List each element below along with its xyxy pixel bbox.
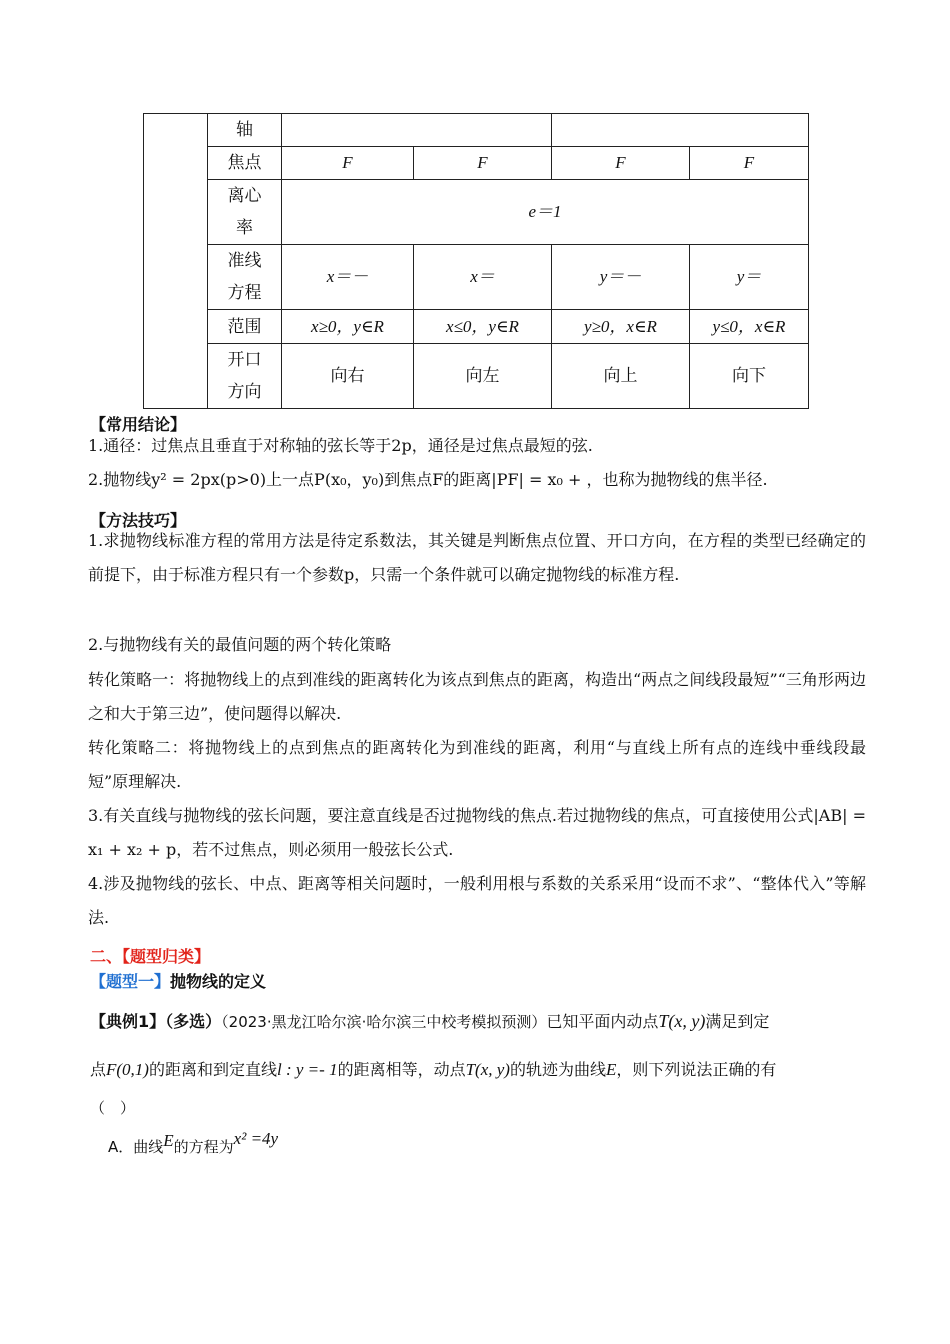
row-label-directrix (208, 245, 282, 310)
curve-e-symbol: E (605, 1060, 617, 1079)
range-cell-4: y≤0，x∈R (690, 310, 809, 344)
answer-paren: （ ） (90, 1099, 136, 1117)
row-label-line: 准线 (227, 251, 262, 271)
eccentricity-cell: e＝1 (282, 180, 809, 245)
method-item: 2.与抛物线有关的最值问题的两个转化策略 (88, 635, 392, 654)
opening-cell-2: 向左 (414, 344, 552, 409)
example-text: ，则下列说法正确的有 (616, 1060, 777, 1079)
example-source: （2023·黑龙江哈尔滨·哈尔滨三中校考模拟预测） (221, 1013, 547, 1031)
example-text: 的距离和到定直线 (148, 1060, 277, 1079)
row-label-opening (208, 344, 282, 409)
axis-cell-2 (552, 114, 809, 147)
row-label-line: 离心 (227, 186, 262, 206)
example-label: 【典例1】 (90, 1012, 166, 1031)
example-line-1 (90, 1009, 769, 1032)
row-label-line: 方向 (227, 382, 262, 402)
directrix-cell-3: y＝－ (552, 245, 690, 310)
row-label-line: 率 (236, 218, 253, 238)
focus-cell-3: F (552, 147, 690, 180)
directrix-cell-2: x＝ (414, 245, 552, 310)
example-text: 的距离相等，动点 (337, 1060, 466, 1079)
focus-cell-1: F (282, 147, 414, 180)
methods-heading: 【方法技巧】 (90, 511, 187, 530)
directrix-cell-4: y＝ (690, 245, 809, 310)
row-label-eccentricity (208, 180, 282, 245)
row-label-line: 开口 (227, 350, 262, 370)
option-a-equation: x² =4y (233, 1129, 279, 1148)
option-a-text: 的方程为 (173, 1138, 234, 1156)
conclusion-item: 1.通径：过焦点且垂直于对称轴的弦长等于2p，通径是过焦点最短的弦. (88, 436, 593, 455)
parabola-properties-table (143, 113, 809, 409)
example-text: 已知平面内动点 (546, 1012, 659, 1031)
method-item: 转化策略一：将抛物线上的点到准线的距离转化为该点到焦点的距离，构造出“两点之间线段最短”“三角形两边之和大于第三边”，使问题得以解决. (88, 670, 866, 723)
section-heading: 二、【题型归类】 (90, 947, 211, 966)
method-item: 4.涉及抛物线的弦长、中点、距离等相关问题时，一般利用根与系数的关系采用“设而不求”、“整体代入”等解法. (88, 874, 866, 927)
example-tag: （多选） (165, 1012, 222, 1031)
opening-cell-3: 向上 (552, 344, 690, 409)
range-cell-2: x≤0，y∈R (414, 310, 552, 344)
option-a (108, 1129, 279, 1157)
point-f-formula: F(0,1) (106, 1060, 149, 1079)
method-item: 转化策略二：将抛物线上的点到焦点的距离转化为到准线的距离，利用“与直线上所有点的连线中垂线段最短”原理解决. (88, 738, 866, 791)
opening-cell-4: 向下 (690, 344, 809, 409)
point-t-formula: T(x, y) (465, 1060, 510, 1079)
example-line-2 (90, 1057, 776, 1080)
question-type-heading (90, 969, 266, 992)
directrix-cell-1: x＝－ (282, 245, 414, 310)
question-type-label: 【题型一】 (90, 972, 171, 991)
example-text: 的轨迹为曲线 (509, 1060, 606, 1079)
table-left-column (144, 114, 208, 409)
line-l-formula: l : y =- 1 (277, 1060, 338, 1079)
row-label-axis: 轴 (208, 114, 282, 147)
axis-cell-1 (282, 114, 552, 147)
method-item: 3.有关直线与抛物线的弦长问题，要注意直线是否过抛物线的焦点.若过抛物线的焦点，可直接使用公式|AB| = x₁ + x₂ + p，若不过焦点，则必须用一般弦长公式. (88, 806, 866, 859)
example-text: 点 (90, 1060, 107, 1079)
range-cell-1: x≥0，y∈R (282, 310, 414, 344)
row-label-focus: 焦点 (208, 147, 282, 180)
row-label-range: 范围 (208, 310, 282, 344)
focus-cell-4: F (690, 147, 809, 180)
example-text: 满足到定 (705, 1012, 770, 1031)
opening-cell-1: 向右 (282, 344, 414, 409)
curve-e-symbol: E (163, 1131, 174, 1150)
common-conclusions-heading: 【常用结论】 (90, 415, 187, 434)
focus-cell-2: F (414, 147, 552, 180)
conclusion-item: 2.抛物线y² = 2px(p>0)上一点P(x₀，y₀)到焦点F的距离|PF| = x₀ + ，也称为抛物线的焦半径. (88, 470, 768, 489)
method-item: 1.求抛物线标准方程的常用方法是待定系数法，其关键是判断焦点位置、开口方向，在方程的类型已经确定的前提下，由于标准方程只有一个参数p，只需一个条件就可以确定抛物线的标准方程. (88, 531, 866, 584)
range-cell-3: y≥0，x∈R (552, 310, 690, 344)
row-label-line: 方程 (227, 283, 262, 303)
question-type-title: 抛物线的定义 (170, 972, 267, 991)
option-a-label: A．曲线 (108, 1138, 164, 1156)
point-t-formula: T(x, y) (658, 1011, 706, 1031)
